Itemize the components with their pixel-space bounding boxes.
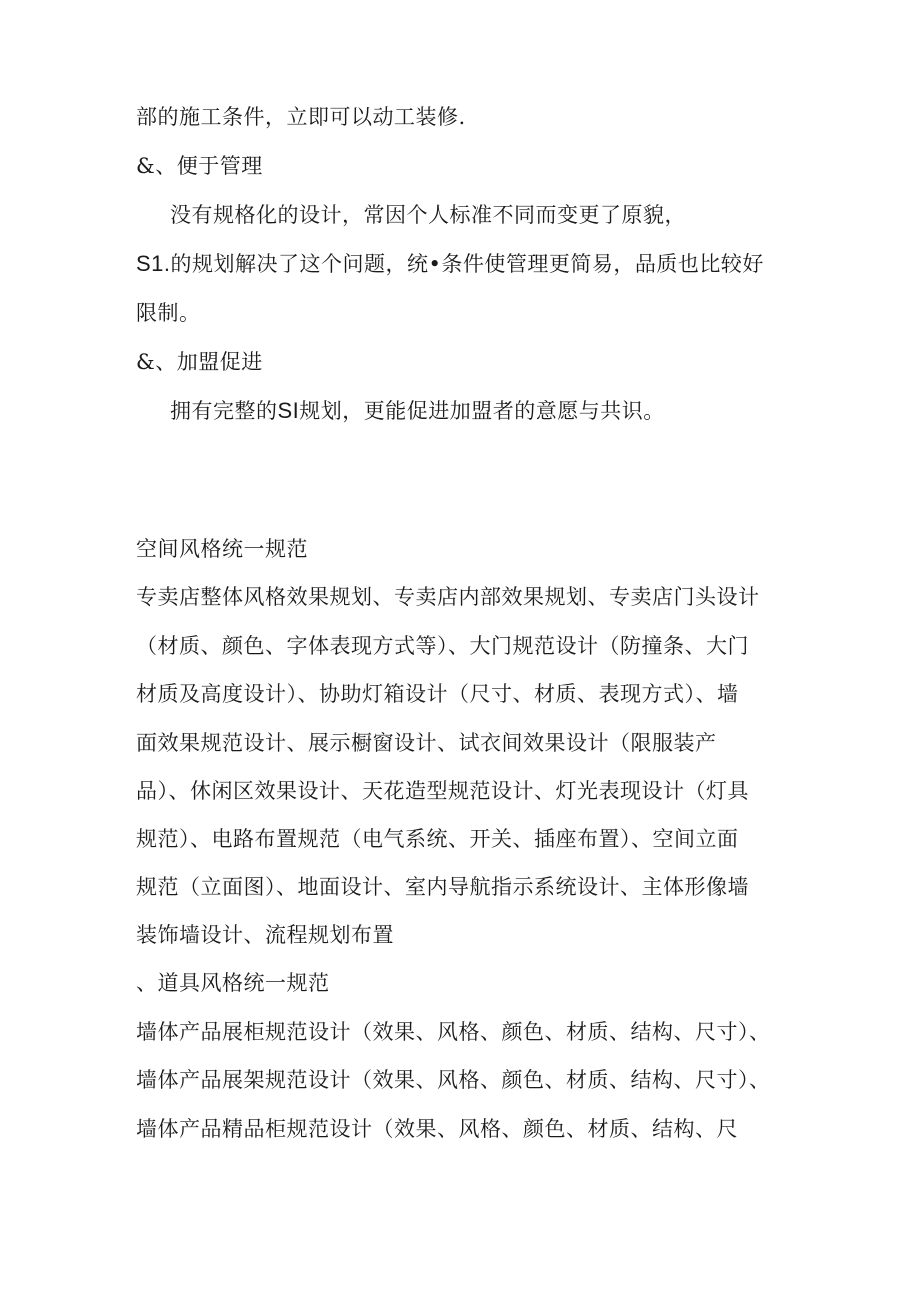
- paragraph-line: 没有规格化的设计，常因个人标准不同而变更了原貌，: [170, 203, 686, 227]
- heading-title: 便于管理: [176, 154, 263, 178]
- section-line: 面效果规范设计、展示橱窗设计、试衣间效果设计（限服装产: [136, 731, 717, 755]
- inline-code: S1.: [136, 251, 171, 276]
- heading-prefix: &、: [136, 350, 177, 374]
- heading-prefix: &、: [136, 154, 177, 178]
- heading-franchise: [136, 348, 263, 376]
- inline-code: SI: [277, 398, 300, 423]
- paragraph-line: 部的施工条件，立即可以动工装修.: [136, 105, 466, 129]
- heading-manage: [136, 152, 263, 180]
- paragraph-line: 限制。: [136, 301, 201, 325]
- paragraph-text: 拥有完整的: [170, 399, 278, 423]
- section-line: （材质、颜色、字体表现方式等）、大门规范设计（防撞条、大门: [136, 634, 749, 658]
- paragraph-line: [136, 250, 764, 278]
- section-line: 规范）、电路布置规范（电气系统、开关、插座布置）、空间立面: [136, 827, 739, 851]
- section-line: 装饰墙设计、流程规划布置: [136, 923, 394, 947]
- section-title-space: 空间风格统一规范: [136, 537, 308, 561]
- paragraph-text: 的规划解决了这个问题，统•条件使管理更简易，品质也比较好: [170, 252, 764, 276]
- section-line: 墙体产品展架规范设计（效果、风格、颜色、材质、结构、尺寸）、: [136, 1068, 771, 1092]
- section-line: 墙体产品展柜规范设计（效果、风格、颜色、材质、结构、尺寸）、: [136, 1020, 771, 1044]
- section-line: 墙体产品精品柜规范设计（效果、风格、颜色、材质、结构、尺: [136, 1117, 738, 1141]
- section-line: 材质及高度设计）、协助灯箱设计（尺寸、材质、表现方式）、墙: [136, 682, 739, 706]
- section-title-props: 、道具风格统一规范: [136, 971, 330, 995]
- paragraph-text: 规划，更能促进加盟者的意愿与共识。: [299, 399, 665, 423]
- section-line: 专卖店整体风格效果规划、专卖店内部效果规划、专卖店门头设计: [136, 585, 760, 609]
- heading-title: 加盟促进: [176, 350, 263, 374]
- section-line: 规范（立面图）、地面设计、室内导航指示系统设计、主体形像墙: [136, 875, 749, 899]
- paragraph-line: [170, 397, 665, 425]
- section-line: 品）、休闲区效果设计、天花造型规范设计、灯光表现设计（灯具: [136, 779, 749, 803]
